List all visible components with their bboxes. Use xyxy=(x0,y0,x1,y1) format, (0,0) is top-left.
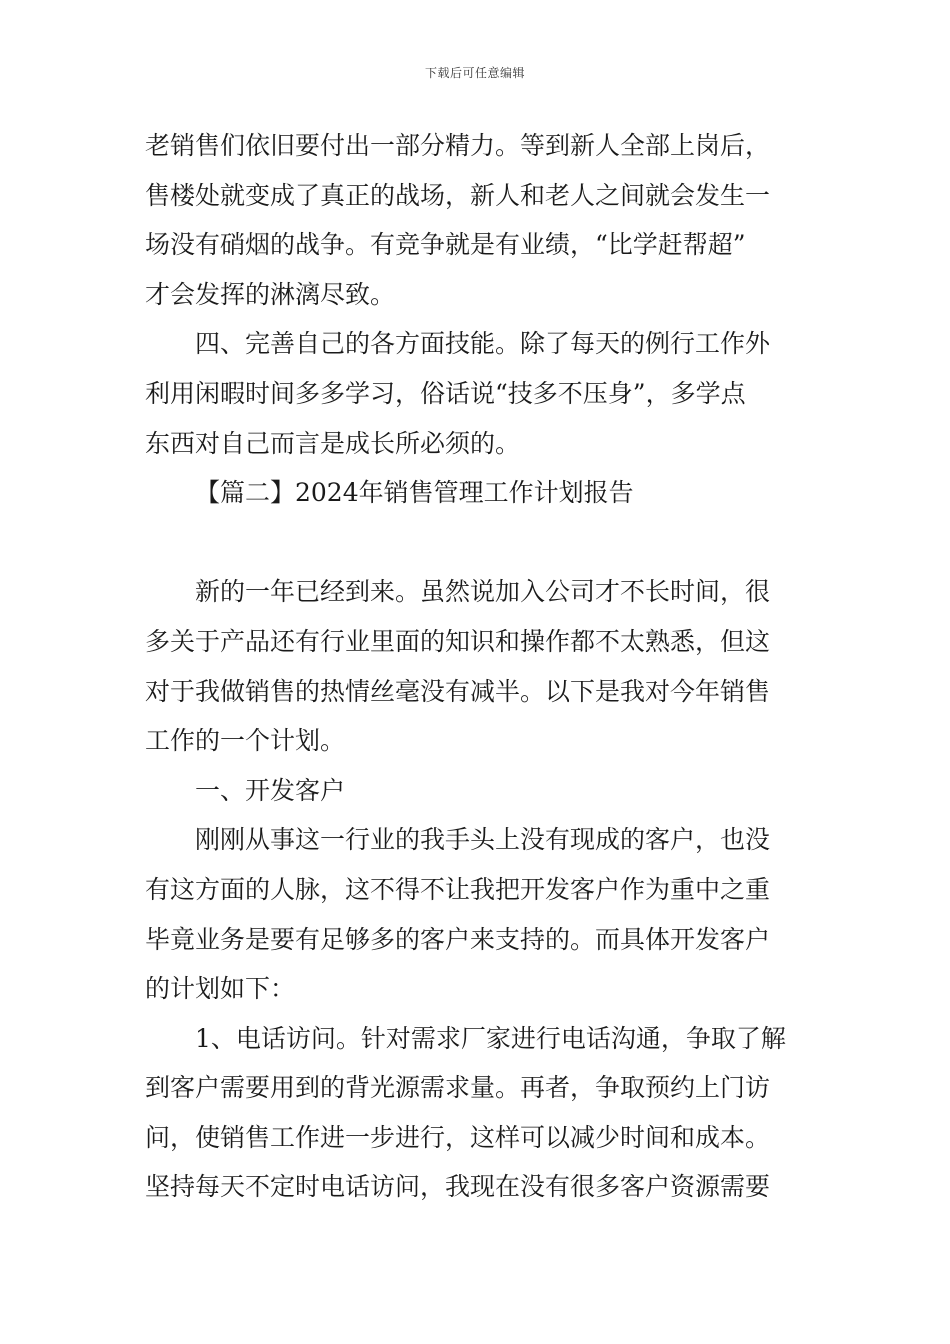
text-line: 才会发挥的淋漓尽致。 xyxy=(145,279,396,309)
text-line: 东西对自己而言是成长所必须的。 xyxy=(145,428,521,458)
text-line: 1、电话访问。针对需求厂家进行电话沟通，争取了解 xyxy=(195,1023,786,1053)
blank-line xyxy=(145,518,809,568)
subheading: 一、开发客户 xyxy=(195,775,346,805)
text-line: 老销售们依旧要付出一部分精力。等到新人全部上岗后， xyxy=(145,131,771,160)
text-line: 到客户需要用到的背光源需求量。再者，争取预约上门访 xyxy=(145,1073,771,1103)
text-line: 问，使销售工作进一步进行，这样可以减少时间和成本。 xyxy=(145,1122,771,1152)
text-line: 有这方面的人脉，这不得不让我把开发客户作为重中之重 xyxy=(145,874,771,904)
text-line: 坚持每天不定时电话访问，我现在没有很多客户资源需要 xyxy=(145,1172,771,1202)
text-line: 四、完善自己的各方面技能。除了每天的例行工作外 xyxy=(195,329,771,359)
text-line: 对于我做销售的热情丝毫没有减半。以下是我对今年销售 xyxy=(145,676,771,706)
text-line: 毕竟业务是要有足够多的客户来支持的。而具体开发客户 xyxy=(145,924,771,954)
text-line: 场没有硝烟的战争。有竞争就是有业绩，“比学赶帮超” xyxy=(145,230,746,260)
text-line: 售楼处就变成了真正的战场，新人和老人之间就会发生一 xyxy=(145,180,771,210)
text-line: 的计划如下： xyxy=(145,974,296,1004)
text-line: 工作的一个计划。 xyxy=(145,726,346,756)
page-header: 下载后可任意编辑 xyxy=(424,66,525,80)
text-line: 新的一年已经到来。虽然说加入公司才不长时间，很 xyxy=(195,577,771,607)
section-heading: 【篇二】2024年销售管理工作计划报告 xyxy=(195,478,634,508)
text-line: 多关于产品还有行业里面的知识和操作都不太熟悉，但这 xyxy=(145,626,771,656)
text-line: 刚刚从事这一行业的我手头上没有现成的客户，也没 xyxy=(195,825,771,855)
document-body xyxy=(145,121,809,1212)
text-line: 利用闲暇时间多多学习，俗话说“技多不压身”，多学点 xyxy=(145,378,746,408)
